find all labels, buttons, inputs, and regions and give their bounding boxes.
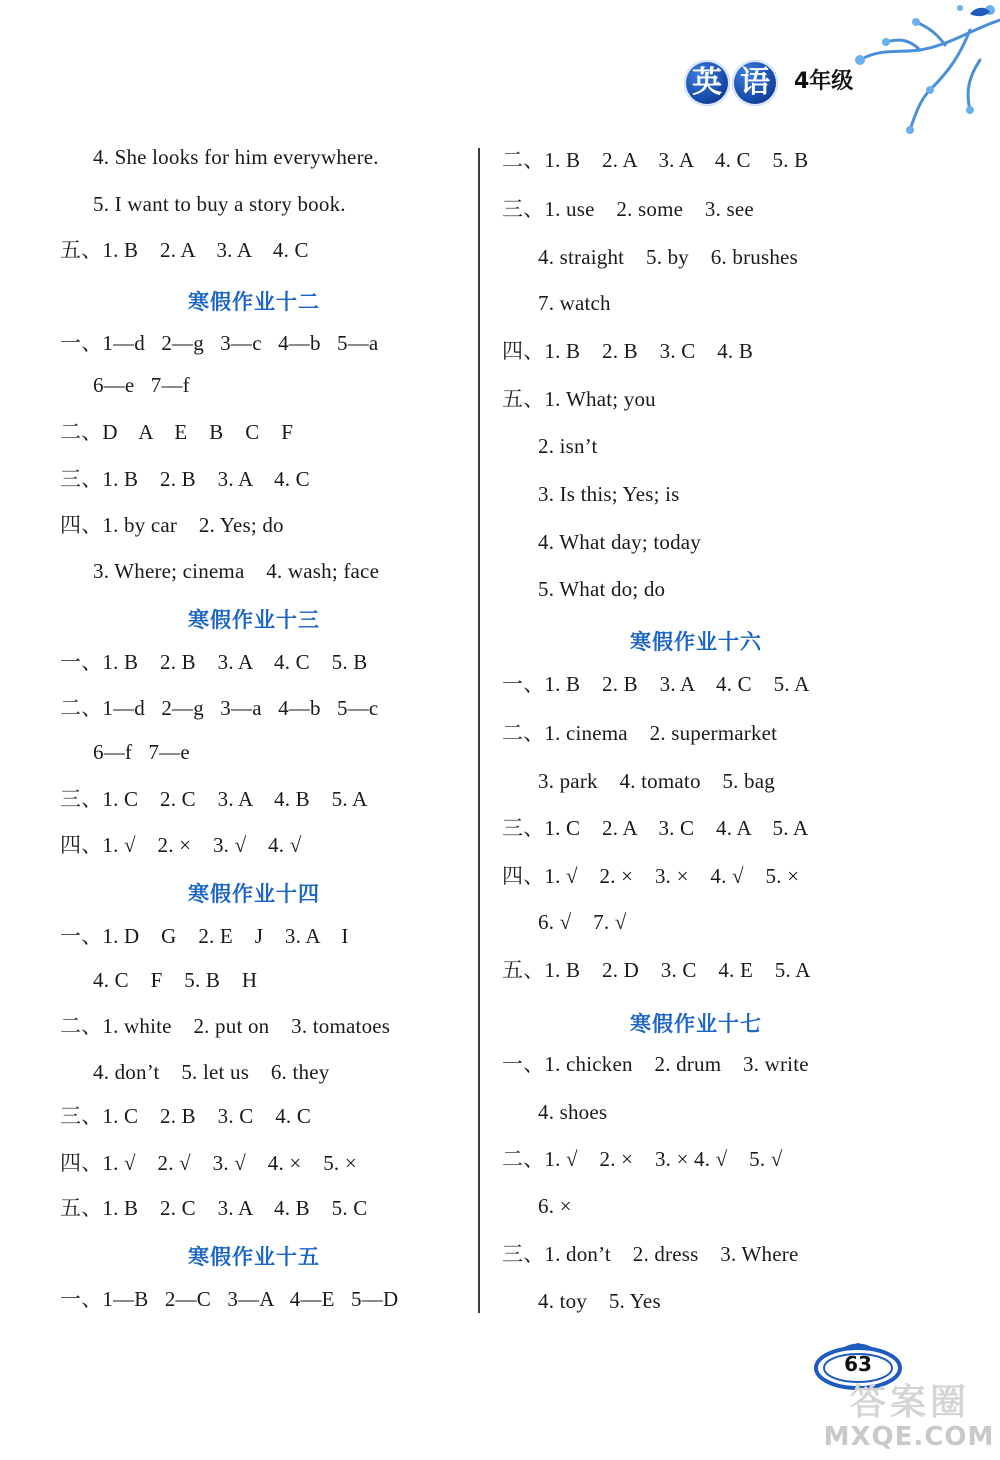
answer-line: 一、1. chicken 2. drum 3. write xyxy=(502,1052,809,1076)
answer-line: 三、1. C 2. A 3. C 4. A 5. A xyxy=(502,816,809,840)
answer-line: 3. Is this; Yes; is xyxy=(538,482,680,506)
answer-line: 四、1. √ 2. √ 3. √ 4. × 5. × xyxy=(60,1151,357,1175)
answer-line: 5. What do; do xyxy=(538,577,666,601)
site-watermark xyxy=(818,1372,1000,1460)
subject-char-english-2: 语 xyxy=(732,60,778,106)
answer-line: 5. I want to buy a story book. xyxy=(93,192,346,216)
answer-line: 二、1—d 2—g 3—a 4—b 5—c xyxy=(60,696,379,720)
answer-line: 4. don’t 5. let us 6. they xyxy=(93,1060,330,1084)
answer-line: 6. × xyxy=(538,1194,572,1218)
answer-line: 4. shoes xyxy=(538,1100,608,1124)
page-header xyxy=(0,0,1000,140)
answer-line: 五、1. B 2. A 3. A 4. C xyxy=(60,238,309,262)
column-divider xyxy=(478,148,480,1313)
page-number: 63 xyxy=(844,1352,872,1376)
answer-line: 7. watch xyxy=(538,291,611,315)
section-title: 寒假作业十六 xyxy=(630,630,762,654)
answer-line: 二、1. cinema 2. supermarket xyxy=(502,721,778,745)
answer-line: 一、1. B 2. B 3. A 4. C 5. A xyxy=(502,672,810,696)
watermark-url: MXQE.COM xyxy=(823,1422,995,1452)
answer-line: 四、1. √ 2. × 3. √ 4. √ xyxy=(60,833,302,857)
answer-line: 6. √ 7. √ xyxy=(538,910,627,934)
grade-label: 4年级 xyxy=(794,69,854,94)
section-title: 寒假作业十五 xyxy=(188,1245,320,1269)
answer-line: 三、1. don’t 2. dress 3. Where xyxy=(502,1242,799,1266)
section-title: 寒假作业十七 xyxy=(630,1012,762,1036)
answer-line: 4. C F 5. B H xyxy=(93,968,258,992)
answer-line: 二、1. white 2. put on 3. tomatoes xyxy=(60,1014,391,1038)
answer-line: 一、1. D G 2. E J 3. A I xyxy=(60,924,349,948)
answer-line: 4. She looks for him everywhere. xyxy=(93,145,379,169)
answer-line: 4. straight 5. by 6. brushes xyxy=(538,245,798,269)
section-title: 寒假作业十四 xyxy=(188,882,320,906)
answer-line: 4. toy 5. Yes xyxy=(538,1289,661,1313)
answer-line: 二、1. √ 2. × 3. × 4. √ 5. √ xyxy=(502,1147,783,1171)
plum-branch-icon xyxy=(820,0,1000,140)
answer-line: 三、1. C 2. B 3. C 4. C xyxy=(60,1104,312,1128)
answer-line: 二、D A E B C F xyxy=(60,420,294,444)
subject-char-english-1: 英 xyxy=(684,60,730,106)
answer-line: 4. What day; today xyxy=(538,530,702,554)
answer-line: 一、1—B 2—C 3—A 4—E 5—D xyxy=(60,1287,399,1311)
answer-line: 三、1. C 2. C 3. A 4. B 5. A xyxy=(60,787,368,811)
answer-line: 6—f 7—e xyxy=(93,740,190,764)
answer-line: 五、1. What; you xyxy=(502,387,656,411)
watermark-logo: 答案圈 xyxy=(849,1382,970,1423)
answer-line: 6—e 7—f xyxy=(93,373,190,397)
answer-line: 五、1. B 2. C 3. A 4. B 5. C xyxy=(60,1196,368,1220)
answer-line: 一、1—d 2—g 3—c 4—b 5—a xyxy=(60,331,379,355)
answer-line: 四、1. by car 2. Yes; do xyxy=(60,513,284,537)
answer-line: 三、1. use 2. some 3. see xyxy=(502,197,754,221)
answer-line: 3. park 4. tomato 5. bag xyxy=(538,769,775,793)
answer-line: 三、1. B 2. B 3. A 4. C xyxy=(60,467,310,491)
answer-line: 四、1. √ 2. × 3. × 4. √ 5. × xyxy=(502,864,800,888)
answer-line: 3. Where; cinema 4. wash; face xyxy=(93,559,380,583)
section-title: 寒假作业十二 xyxy=(188,290,320,314)
answer-line: 二、1. B 2. A 3. A 4. C 5. B xyxy=(502,148,809,172)
answer-line: 2. isn’t xyxy=(538,434,598,458)
section-title: 寒假作业十三 xyxy=(188,608,320,632)
answer-line: 五、1. B 2. D 3. C 4. E 5. A xyxy=(502,958,811,982)
answer-line: 四、1. B 2. B 3. C 4. B xyxy=(502,339,754,363)
answer-line: 一、1. B 2. B 3. A 4. C 5. B xyxy=(60,650,368,674)
